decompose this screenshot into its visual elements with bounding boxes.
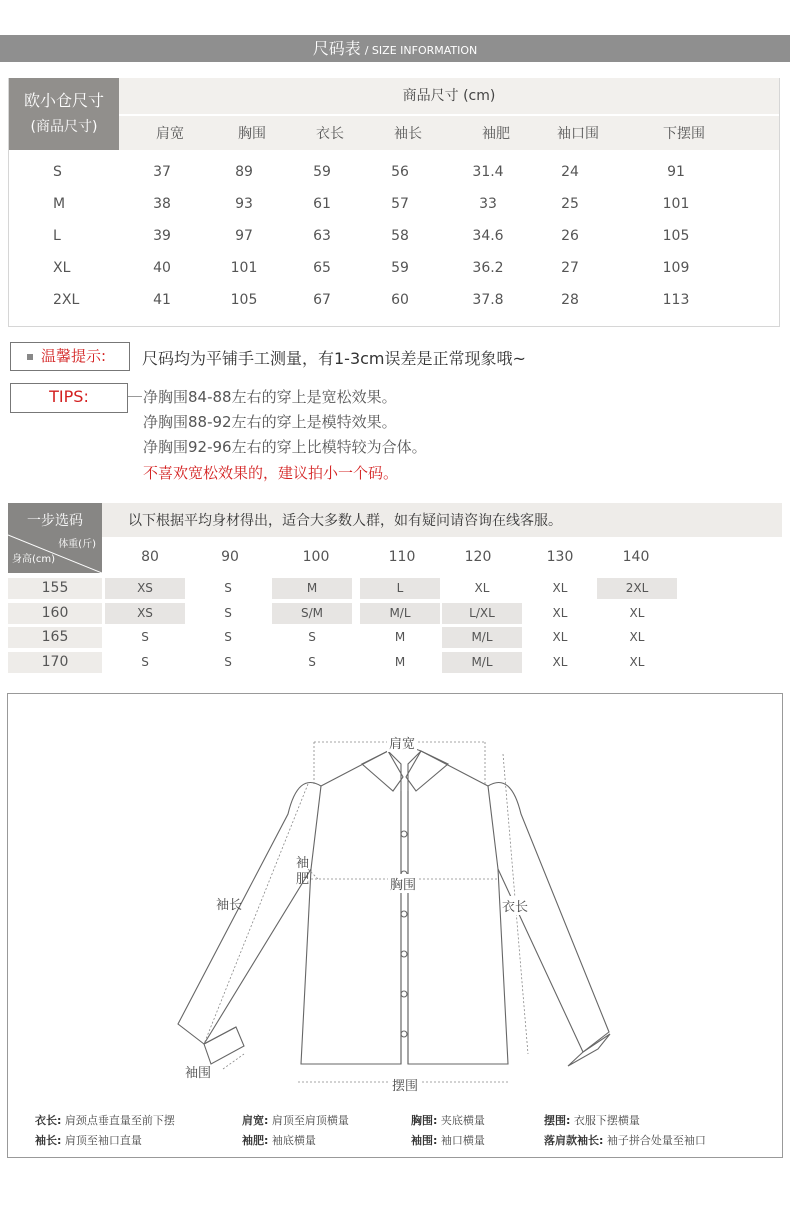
tip-red-line: 不喜欢宽松效果的，建议拍小一个码。 (143, 464, 399, 482)
recommended-size-cell: M/L (442, 652, 522, 673)
size-column-header: 袖长 (394, 126, 422, 142)
size-table-cell: 93 (235, 196, 253, 212)
weight-column-header: 110 (388, 549, 416, 565)
size-table-cell: 101 (662, 196, 690, 212)
unit-title: 商品尺寸 (cm) (402, 88, 496, 104)
size-column-header: 袖肥 (482, 126, 510, 142)
size-row-label: M (53, 196, 66, 212)
tip-line-1: 净胸围84-88左右的穿上是宽松效果。 (143, 388, 397, 406)
height-row-label: 165 (8, 627, 102, 648)
size-column-header: 肩宽 (156, 126, 184, 142)
weight-column-header: 100 (302, 549, 330, 565)
recommended-size-cell: XL (629, 630, 645, 644)
weight-column-header: 120 (464, 549, 492, 565)
legend-item-dropped-shoulder: 落肩款袖长: 袖子拼合处量至袖口 (544, 1134, 706, 1147)
recommended-size-cell: XL (552, 630, 568, 644)
size-table-cell: 109 (662, 260, 690, 276)
size-table-cell: 58 (391, 228, 409, 244)
size-table-cell: 36.2 (472, 260, 504, 276)
size-table-cell: 37.8 (472, 292, 504, 308)
size-table-cell: 34.6 (472, 228, 504, 244)
size-table-cell: 24 (561, 164, 579, 180)
size-table (8, 78, 780, 327)
height-row-label: 155 (8, 578, 102, 599)
recommended-size-cell: S (141, 654, 149, 669)
weight-column-header: 130 (546, 549, 574, 565)
size-table-cell: 67 (313, 292, 331, 308)
label-sleeve-length: 袖长 (216, 898, 243, 913)
size-table-cell: 56 (391, 164, 409, 180)
recommended-size-cell: XL (552, 605, 568, 620)
legend-item-sleeve-length: 袖长: 肩顶至袖口直量 (35, 1134, 142, 1147)
recommended-size-cell: L (360, 578, 440, 599)
recommended-size-cell: S/M (272, 603, 352, 624)
label-sleeve-width-2: 肥 (296, 872, 310, 887)
size-table-cell: 63 (313, 228, 331, 244)
header-divider (119, 114, 779, 116)
recommended-size-cell: XL (474, 581, 490, 595)
legend-item-sleeve-width: 袖肥: 袖底横量 (242, 1134, 316, 1147)
size-row-label: S (53, 164, 62, 180)
measurement-diagram (7, 693, 783, 1158)
size-table-cell: 38 (153, 196, 171, 212)
tip-line-2: 净胸围88-92左右的穿上是模特效果。 (143, 413, 397, 431)
size-table-cell: 60 (391, 292, 409, 308)
square-bullet-icon (27, 354, 33, 360)
label-shoulder: 肩宽 (387, 733, 417, 752)
size-table-cell: 105 (230, 292, 258, 308)
size-table-cell: 28 (561, 292, 579, 308)
recommended-size-cell: M (272, 578, 352, 599)
tips-connector (128, 396, 142, 397)
label-length: 衣长 (502, 896, 528, 915)
corner-line1: 欧小仓尺寸 (23, 91, 104, 110)
recommended-size-cell: 2XL (597, 578, 677, 599)
header-title-en: / SIZE INFORMATION (364, 44, 478, 57)
size-column-header: 下摆围 (663, 126, 705, 142)
warm-tip-label: 温馨提示: (41, 347, 107, 365)
legend-item-shoulder: 肩宽: 肩顶至肩顶横量 (242, 1114, 349, 1127)
size-table-cell: 89 (235, 164, 253, 180)
recommended-size-cell: XL (552, 581, 568, 595)
size-column-header: 胸围 (238, 126, 266, 142)
size-table-cell: 57 (391, 196, 409, 212)
size-column-header: 衣长 (316, 126, 344, 142)
size-table-cell: 105 (662, 228, 690, 244)
label-cuff: 袖围 (185, 1066, 212, 1081)
size-table-cell: 25 (561, 196, 579, 212)
recommended-size-cell: XS (105, 603, 185, 624)
recommended-size-cell: XS (105, 578, 185, 599)
recommended-size-cell: M (394, 630, 406, 644)
warm-tip-text: 尺码均为平铺手工测量，有1-3cm误差是正常现象哦~ (142, 349, 526, 368)
tip-line-3: 净胸围92-96左右的穿上比模特较为合体。 (143, 438, 427, 456)
recommended-size-cell: S (141, 630, 149, 644)
weight-column-header: 140 (622, 549, 650, 565)
legend-item-cuff: 袖围: 袖口横量 (411, 1134, 485, 1147)
recommended-size-cell: XL (552, 654, 568, 669)
size-table-cell: 26 (561, 228, 579, 244)
size-row-label: 2XL (53, 292, 80, 308)
weight-label: 体重(斤) (58, 539, 96, 550)
recommended-size-cell: XL (629, 654, 645, 669)
recommended-size-cell: S (224, 630, 232, 644)
recommended-size-cell: M (394, 654, 406, 669)
warm-tip-label-box (10, 342, 130, 371)
tips-label: TIPS: (49, 387, 89, 406)
step-corner-title: 一步选码 (27, 513, 83, 529)
recommended-size-cell: S (224, 654, 232, 669)
size-table-cell: 31.4 (472, 164, 504, 180)
size-table-corner (9, 78, 119, 150)
step-table-corner (8, 503, 102, 573)
size-table-cell: 97 (235, 228, 253, 244)
size-table-cell: 40 (153, 260, 171, 276)
corner-line2: (商品尺寸) (30, 119, 98, 135)
recommended-size-cell: S (224, 581, 232, 595)
size-table-cell: 65 (313, 260, 331, 276)
recommended-size-cell: L/XL (442, 603, 522, 624)
recommended-size-cell: S (308, 654, 316, 669)
size-table-cell: 59 (313, 164, 331, 180)
recommended-size-cell: S (224, 605, 232, 620)
recommended-size-cell: S (308, 630, 316, 644)
size-info-header (0, 35, 790, 62)
legend-item-chest: 胸围: 夹底横量 (411, 1114, 485, 1127)
size-column-header: 袖口围 (557, 126, 599, 142)
recommended-size-cell: M/L (442, 627, 522, 648)
weight-column-header: 90 (221, 549, 239, 565)
tips-label-box (10, 383, 128, 413)
legend-item-hem: 摆围: 衣服下摆横量 (544, 1114, 640, 1127)
height-row-label: 160 (8, 603, 102, 624)
size-table-cell: 27 (561, 260, 579, 276)
size-table-cell: 91 (667, 164, 685, 180)
header-title-cn: 尺码表 (312, 39, 361, 58)
label-hem: 摆围 (390, 1075, 420, 1094)
recommended-size-cell: XL (629, 605, 645, 620)
height-label: 身高(cm) (12, 554, 56, 565)
label-sleeve-width-1: 袖 (296, 856, 310, 871)
size-row-label: XL (53, 260, 71, 276)
size-row-label: L (53, 228, 61, 244)
recommended-size-cell: M/L (360, 603, 440, 624)
weight-column-header: 80 (141, 549, 159, 565)
size-table-cell: 33 (479, 196, 497, 212)
size-table-cell: 61 (313, 196, 331, 212)
legend-item-length: 衣长: 肩颈点垂直量至前下摆 (35, 1114, 175, 1127)
height-row-label: 170 (8, 652, 102, 673)
size-table-cell: 113 (662, 292, 690, 308)
size-table-cell: 41 (153, 292, 171, 308)
size-table-cell: 39 (153, 228, 171, 244)
size-table-cell: 59 (391, 260, 409, 276)
label-chest: 胸围 (388, 874, 418, 893)
size-table-cell: 37 (153, 164, 171, 180)
step-description: 以下根据平均身材得出，适合大多数人群，如有疑问请咨询在线客服。 (128, 513, 562, 529)
size-table-cell: 101 (230, 260, 258, 276)
